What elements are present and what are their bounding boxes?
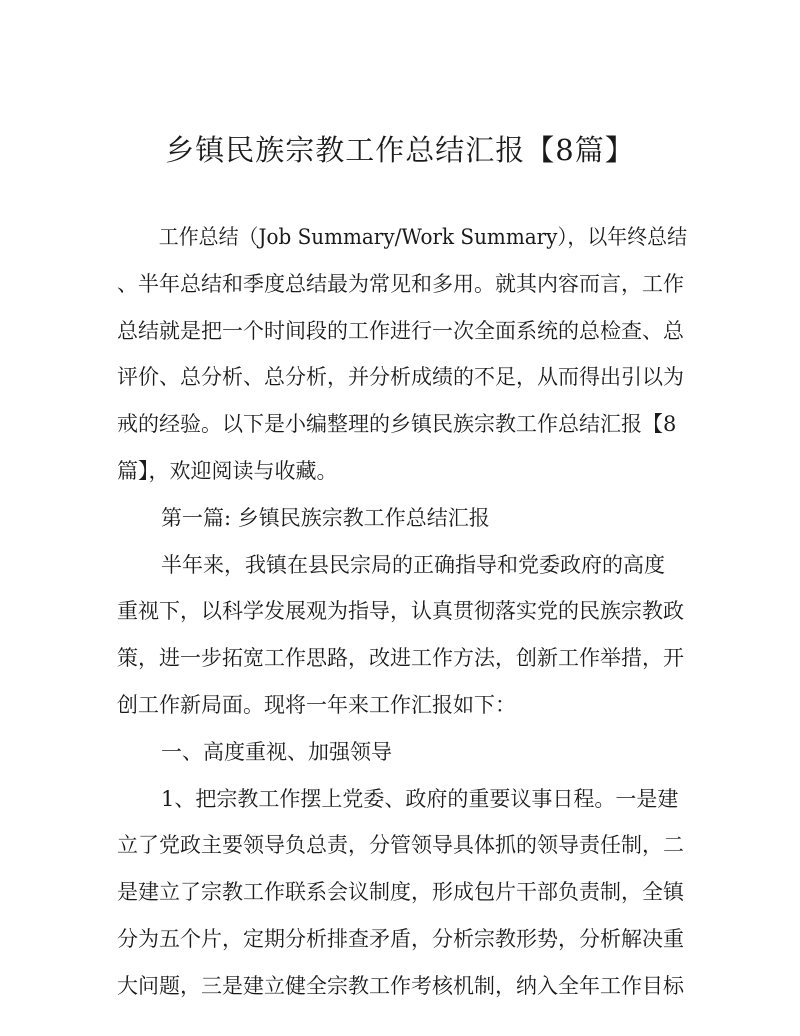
text-line: 策，进一步拓宽工作思路，改进工作方法，创新工作举措，开 <box>117 646 684 671</box>
text-line: 、半年总结和季度总结最为常见和多用。就其内容而言，工作 <box>117 271 684 296</box>
text-line: 总结就是把一个时间段的工作进行一次全面系统的总检查、总 <box>117 318 684 343</box>
text-line: 戒的经验。以下是小编整理的乡镇民族宗教工作总结汇报【8 <box>117 412 677 437</box>
text-line: 大问题，三是建立健全宗教工作考核机制，纳入全年工作目标 <box>117 973 684 998</box>
text-line: 篇】，欢迎阅读与收藏。 <box>117 458 338 483</box>
document-body <box>117 214 689 1010</box>
text-line: 分为五个片，定期分析排查矛盾，分析宗教形势，分析解决重 <box>117 926 684 951</box>
text-line: 工作总结（Job Summary/Work Summary），以年终总结 <box>158 225 688 249</box>
text-line: 是建立了宗教工作联系会议制度，形成包片干部负责制，全镇 <box>117 880 684 905</box>
text-line: 创工作新局面。现将一年来工作汇报如下： <box>117 692 516 717</box>
text-line: 半年来，我镇在县民宗局的正确指导和党委政府的高度 <box>161 552 665 577</box>
text-line: 重视下，以科学发展观为指导，认真贯彻落实党的民族宗教政 <box>117 599 684 624</box>
text-line: 第一篇: 乡镇民族宗教工作总结汇报 <box>161 505 490 530</box>
document-title: 乡镇民族宗教工作总结汇报【8篇】 <box>165 133 635 167</box>
text-line: 立了党政主要领导负总责，分管领导具体抓的领导责任制，二 <box>117 833 684 858</box>
text-line: 一、高度重视、加强领导 <box>161 739 392 764</box>
text-line: 评价、总分析、总分析，并分析成绩的不足，从而得出引以为 <box>117 365 684 390</box>
text-line: 1、把宗教工作摆上党委、政府的重要议事日程。一是建 <box>161 786 679 811</box>
